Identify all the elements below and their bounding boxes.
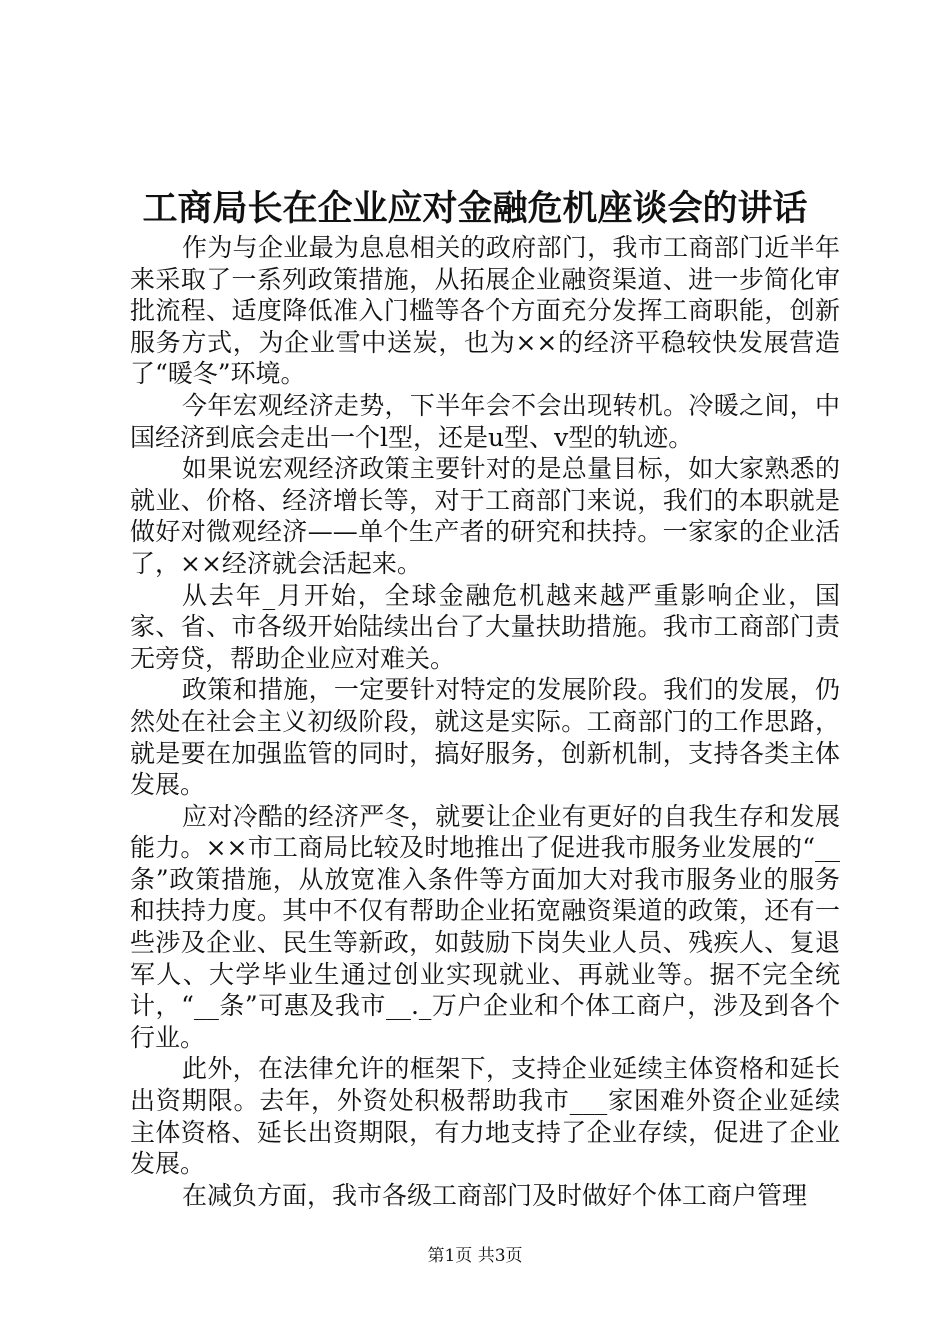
document-title: 工商局长在企业应对金融危机座谈会的讲话 [142, 188, 808, 229]
paragraph: 应对冷酷的经济严冬，就要让企业有更好的自我生存和发展能力。××市工商局比较及时地推出了促进我市服务业发展的“__条”政策措施，从放宽准入条件等方面加大对我市服务业的服务和扶持力度。其中不仅有帮助企业拓宽融资渠道的政策，还有一些涉及企业、民生等新政，如鼓励下岗失业人员、残疾人、复退军人、大学毕业生通过创业实现就业、再就业等。据不完全统计，“__条”可惠及我市__._万户企业和个体工商户，涉及到各个行业。 [130, 801, 840, 1052]
paragraph: 今年宏观经济走势，下半年会不会出现转机。冷暖之间，中国经济到底会走出一个l型，还是u型、v型的轨迹。 [130, 390, 840, 452]
paragraph: 在减负方面，我市各级工商部门及时做好个体工商户管理 [182, 1180, 808, 1210]
paragraph: 此外，在法律允许的框架下，支持企业延续主体资格和延长出资期限。去年，外资处积极帮助我市___家困难外资企业延续主体资格、延长出资期限，有力地支持了企业存续，促进了企业发展。 [130, 1054, 840, 1179]
document-body [130, 232, 840, 1211]
paragraph: 政策和措施，一定要针对特定的发展阶段。我们的发展，仍然处在社会主义初级阶段，就这是实际。工商部门的工作思路，就是要在加强监管的同时，搞好服务，创新机制，支持各类主体发展。 [130, 675, 840, 800]
page-footer: 第1页 共3页 [427, 1246, 523, 1266]
paragraph: 作为与企业最为息息相关的政府部门，我市工商部门近半年来采取了一系列政策措施，从拓展企业融资渠道、进一步简化审批流程、适度降低准入门槛等各个方面充分发挥工商职能，创新服务方式，为企业雪中送炭，也为××的经济平稳较快发展营造了“暖冬”环境。 [130, 233, 840, 389]
paragraph: 从去年_月开始，全球金融危机越来越严重影响企业，国家、省、市各级开始陆续出台了大量扶助措施。我市工商部门责无旁贷，帮助企业应对难关。 [130, 580, 840, 673]
paragraph: 如果说宏观经济政策主要针对的是总量目标，如大家熟悉的就业、价格、经济增长等，对于工商部门来说，我们的本职就是做好对微观经济——单个生产者的研究和扶持。一家家的企业活了，××经济就会活起来。 [130, 454, 840, 578]
